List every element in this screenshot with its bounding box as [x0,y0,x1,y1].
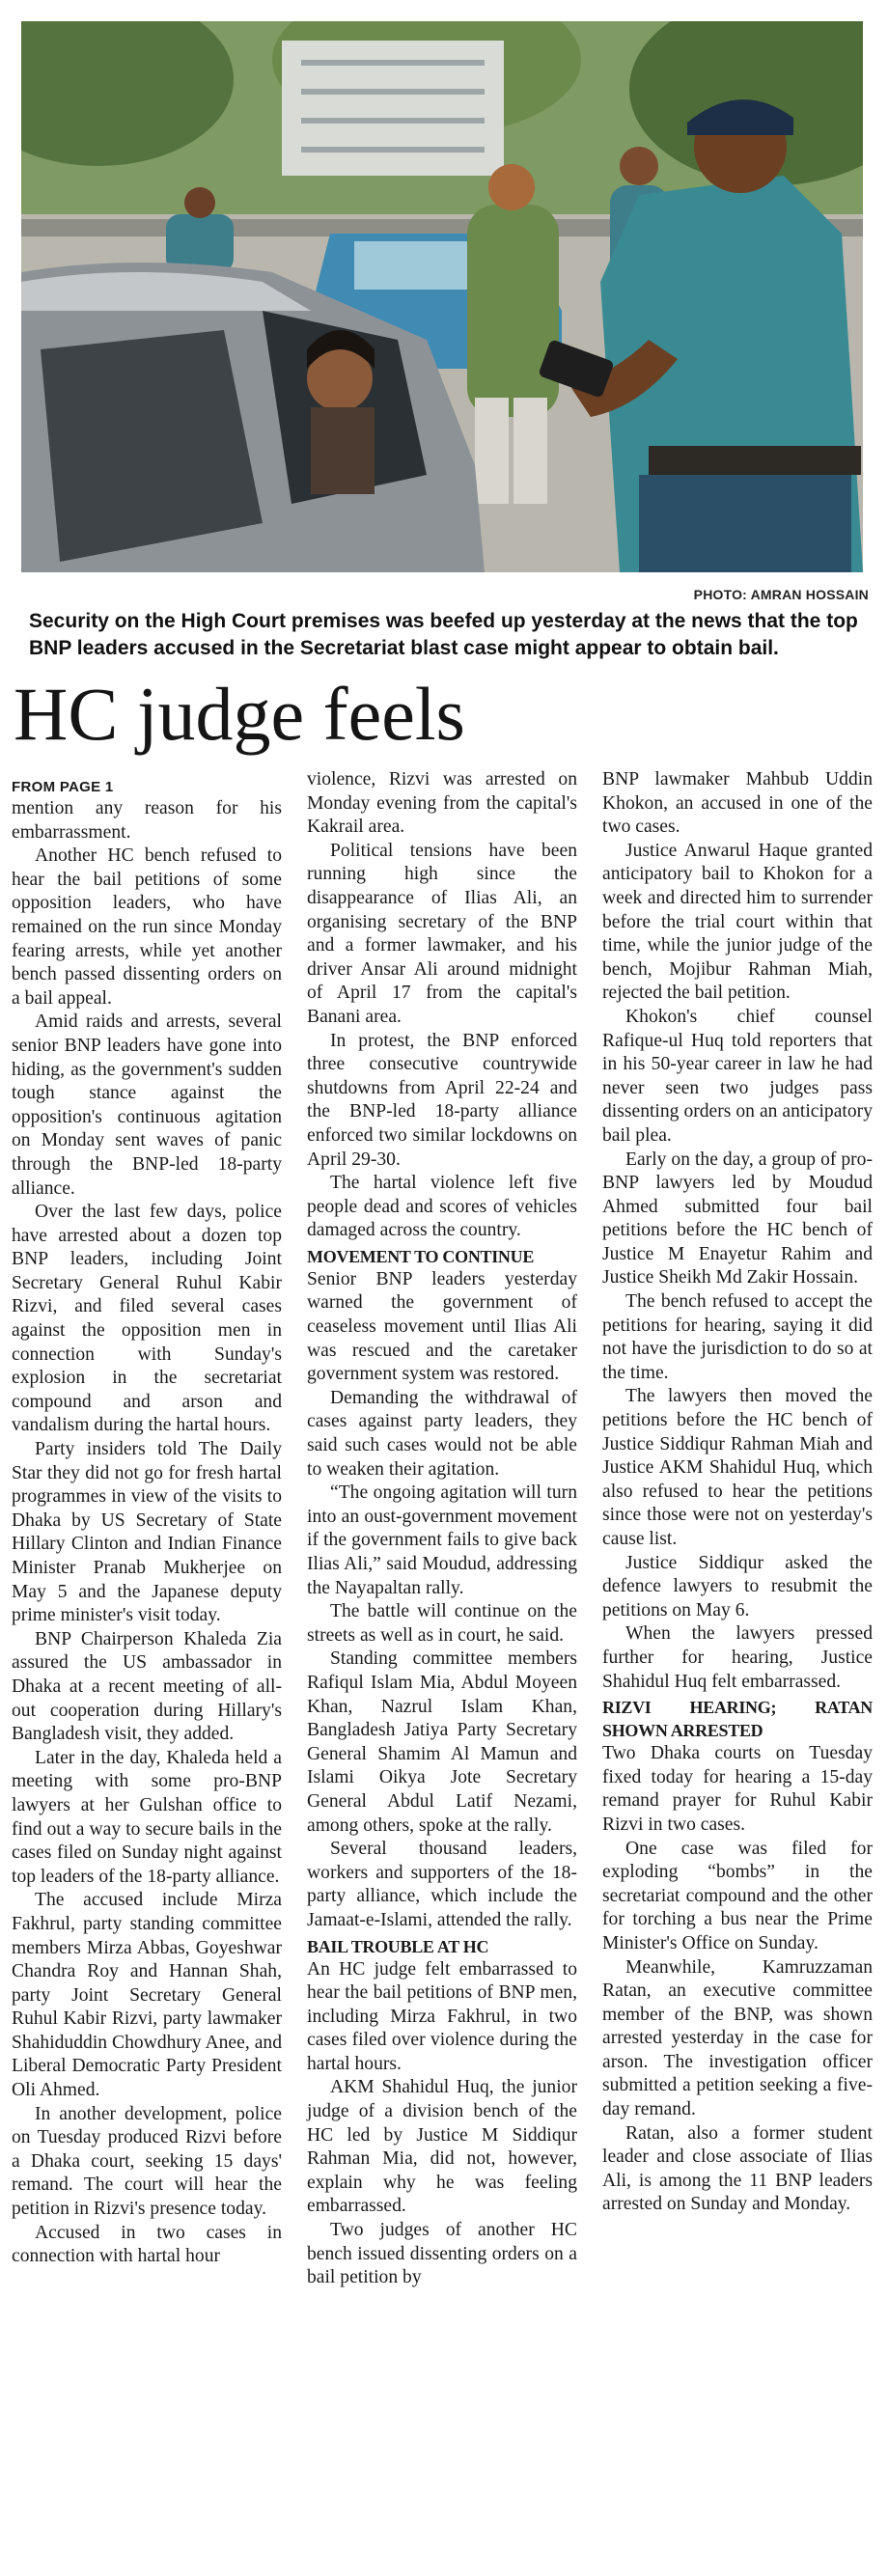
paragraph: When the lawyers pressed further for hearing, Justice Shahidul Huq felt embarrassed. [602,1623,873,1692]
paragraph: Accused in two cases in connection with hartal hour [12,2222,282,2267]
paragraph: Several thousand leaders, workers and supporters of the 18-party alliance, which include the Jamaat-e-Islami, attended the rally. [307,1839,577,1930]
column-3-text [602,768,873,2217]
paragraph: The lawyers then moved the petitions before the HC bench of Justice Siddiqur Rahman Miah and Justice AKM Shahidul Huq, which also refused to hear the petitions since those were not on yesterday's cause list. [602,1386,873,1549]
paragraph: Amid raids and arrests, several senior BNP leaders have gone into hiding, as the government's sudden tough stance against the opposition's continuous agitation on Monday sent waves of panic through the BNP-led 18-party alliance. [12,1011,282,1199]
paragraph: mention any reason for his embarrassment. [12,798,282,843]
paragraph: AKM Shahidul Huq, the junior judge of a division bench of the HC led by Justice M Siddiqur Rahman Mia, did not, however, explain why he was feeling embarrassed. [307,2077,577,2217]
paragraph: Party insiders told The Daily Star they did not go for fresh hartal programmes in view of the visits to Dhaka by US Secretary of State Hillary Clinton and Indian Finance Minister Pranab Mukherjee on May 5 and the Japanese deputy prime minister's visit today. [12,1439,282,1626]
column-1-text [12,797,282,2269]
paragraph: Two judges of another HC bench issued dissenting orders on a bail petition by [307,2220,577,2288]
paragraph: BNP Chairperson Khaleda Zia assured the US ambassador in Dhaka at a recent meeting of all-out cooperation during Hillary's Bangladesh visit, they added. [12,1628,282,1745]
subheading: BAIL TROUBLE AT HC [307,1936,489,1956]
photo-credit: PHOTO: AMRAN HOSSAIN [693,587,869,602]
from-page-label: FROM PAGE 1 [12,779,114,795]
article-body [12,768,880,2563]
paragraph: The battle will continue on the streets as well as in court, he said. [307,1601,577,1646]
photo-caption: Security on the High Court premises was beefed up yesterday at the news that the top BNP leaders accused in the Secretariat blast case might appear to obtain bail. [29,610,858,659]
paragraph: In another development, police on Tuesday produced Rizvi before a Dhaka court, seeking 15 days' remand. The court will hear the petition in Rizvi's presence today. [12,2103,282,2220]
paragraph: Two Dhaka courts on Tuesday fixed today for hearing a 15-day remand prayer for Ruhul Kabir Rizvi in two cases. [602,1743,873,1835]
paragraph: violence, Rizvi was arrested on Monday evening from the capital's Kakrail area. [307,769,577,838]
paragraph: Another HC bench refused to hear the bail petitions of some opposition leaders, who have remained on the run since Monday fearing arrests, while yet another bench passed dissenting orders on a bail appeal. [12,845,282,1009]
photo-illustration [21,21,863,572]
paragraph: “The ongoing agitation will turn into an oust-government movement if the government fails to give back Ilias Ali,” said Moudud, addressing the Nayapaltan rally. [307,1482,577,1598]
headline: HC judge feels [14,672,465,756]
paragraph: The accused include Mirza Fakhrul, party standing committee members Mirza Abbas, Goyeshwar Chandra Roy and Hannan Shah, party Joint Secretary General Ruhul Kabir Rizvi, party lawmaker Shahiduddin Chowdhury Anee, and Liberal Democratic Party President Oli Ahmed. [12,1890,282,2101]
paragraph: Later in the day, Khaleda held a meeting with some pro-BNP lawyers at her Gulshan office to find out a way to secure bails in the cases filed on Sunday night against top leaders of the 18-party alliance. [12,1747,282,1887]
paragraph: Standing committee members Rafiqul Islam Mia, Abdul Moyeen Khan, Nazrul Islam Khan, Bangladesh Jatiya Party Secretary General Shamim Al Mamun and Islami Oikya Jote Secretary General Abdul Latif Nezami, among others, spoke at the rally. [307,1648,577,1836]
paragraph: Meanwhile, Kamruzzaman Ratan, an executive committee member of the BNP, was shown arrested yesterday in the case for arson. The investigation officer submitted a petition seeking a five-day remand. [602,1956,873,2120]
subheading: RIZVI HEARING; RATAN SHOWN ARRESTED [602,1698,873,1741]
paragraph: In protest, the BNP enforced three consecutive countrywide shutdowns from April 22-24 and the BNP-led 18-party alliance enforced two similar lockdowns on April 29-30. [307,1030,577,1170]
column-1 [12,768,282,2269]
paragraph: Over the last few days, police have arrested about a dozen top BNP leaders, including Joint Secretary General Ruhul Kabir Rizvi, and filed several cases against the opposition men in connection with Sunday's explosion in the secretariat compound and arson and vandalism during the hartal hours. [12,1202,282,1436]
paragraph: Justice Anwarul Haque granted anticipatory bail to Khokon for a week and directed him to surrender before the trial court within that time, while the junior judge of the bench, Mojibur Rahman Miah, rejected the bail petition. [602,840,873,1004]
paragraph: Senior BNP leaders yesterday warned the government of ceaseless movement until Ilias Ali was rescued and the caretaker government system was restored. [307,1268,577,1385]
paragraph: Justice Siddiqur asked the defence lawyers to resubmit the petitions on May 6. [602,1552,873,1620]
paragraph: Early on the day, a group of pro-BNP lawyers led by Moudud Ahmed submitted four bail petitions before the HC bench of Justice M Enayetur Rahim and Justice Sheikh Md Zakir Hossain. [602,1149,873,1288]
paragraph: Political tensions have been running high since the disappearance of Ilias Ali, an organising secretary of the BNP and a former lawmaker, and his driver Ansar Ali around midnight of April 17 from the capital's Banani area. [307,840,577,1027]
column-3 [602,768,873,2217]
paragraph: The hartal violence left five people dead and scores of vehicles damaged across the country. [307,1173,577,1241]
paragraph: Ratan, also a former student leader and close associate of Ilias Ali, is among the 11 BNP leaders arrested on Sunday and Monday. [602,2122,873,2215]
column-2 [307,768,577,2290]
column-2-text [307,768,577,2290]
paragraph: The bench refused to accept the petitions for hearing, saying it did not have the jurisdiction to do so at the time. [602,1291,873,1383]
news-photo [21,21,863,572]
paragraph: Demanding the withdrawal of cases against party leaders, they said such cases would not be able to weaken their agitation. [307,1387,577,1480]
paragraph: Khokon's chief counsel Rafique-ul Huq told reporters that in his 50-year career in law he had never seen two judges pass dissenting orders on an anticipatory bail plea. [602,1006,873,1146]
paragraph: An HC judge felt embarrassed to hear the bail petitions of BNP men, including Mirza Fakhrul, in two cases filed over violence during the hartal hours. [307,1958,577,2074]
subheading: MOVEMENT TO CONTINUE [307,1246,535,1266]
paragraph: One case was filed for exploding “bombs” in the secretariat compound and the other for torching a bus near the Prime Minister's Office on Sunday. [602,1838,873,1953]
paragraph: BNP lawmaker Mahbub Uddin Khokon, an accused in one of the two cases. [602,769,873,838]
